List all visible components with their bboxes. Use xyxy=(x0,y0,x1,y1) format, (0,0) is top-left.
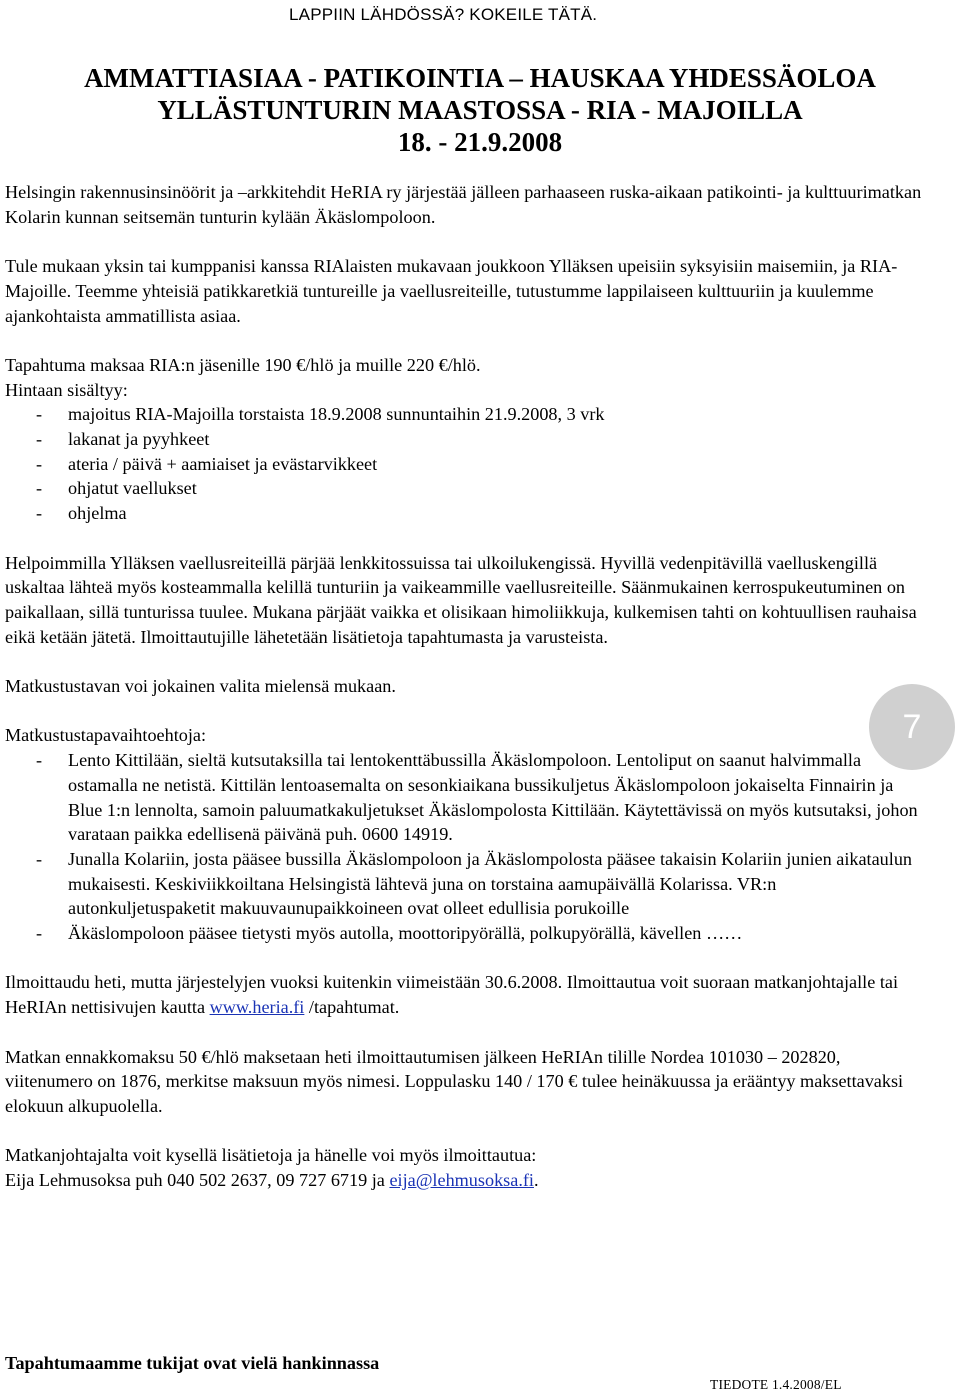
invite-paragraph: Tule mukaan yksin tai kumppanisi kanssa RIAlaisten mukavaan joukkoon Ylläksen upeisiin syksyisiin maisemiin, ja RIA-Majoille. Teemme yhteisiä patikkaretkiä tuntureille ja vaellusreiteille, tutustumme lappilaiseen kulttuuriin ja kuulemme ajankohtaista ammatillista asiaa. xyxy=(5,256,898,326)
list-item: - Äkäslompoloon pääsee tietysti myös autolla, moottoripyörällä, polkupyörällä, kävellen …… xyxy=(36,923,743,944)
page-title xyxy=(0,62,960,158)
travel-heading: Matkustustapavaihtoehtoja: xyxy=(5,725,207,746)
list-item: - ateria / päivä + aamiaiset ja evästarvikkeet xyxy=(36,453,378,474)
heria-link[interactable]: www.heria.fi xyxy=(209,997,305,1018)
hiking-paragraph: Helpoimmilla Ylläksen vaellusreiteillä pärjää lenkkitossuissa tai ulkoilukengissä. Hyvillä vedenpitävillä vaelluskengillä uskaltaa lähteä myös kosteammalla kelillä tunturiin ja vaikeammille vaellusreiteille. Säänmukainen kerrospukeutuminen on paikallaan, sillä tunturissa tuulee. Mukana pärjäät vaikka et olisikaan himoliikkuja, kulkemisen tahti on kohtuullisen rauhaisa eikä ketään jätetä. Ilmoittautujille lähetetään lisätietoja tapahtumasta ja varusteista. xyxy=(5,552,917,647)
header-banner: LAPPIIN LÄHDÖSSÄ? KOKEILE TÄTÄ. xyxy=(289,5,598,24)
includes-list xyxy=(5,402,925,526)
register-paragraph: Ilmoittaudu heti, mutta järjestelyjen vuoksi kuitenkin viimeistään 30.6.2008. Ilmoittautua voit suoraan matkanjohtajalle tai HeRIAn nettisivujen kautta www.heria.fi /tapahtumat. xyxy=(5,972,899,1018)
list-item: - ohjelma xyxy=(36,503,127,524)
list-item: - lakanat ja pyyhkeet xyxy=(36,429,210,449)
payment-paragraph: Matkan ennakkomaksu 50 €/hlö maksetaan heti ilmoittautumisen jälkeen HeRIAn tilille Nordea 101030 – 202820, viitenumero on 1876, merkitse maksuun myös nimesi. Loppulasku 140 / 170 € tulee heinäkuussa ja erääntyy maksettavaksi elokuun alkupuolella. xyxy=(5,1046,904,1116)
contact-line-1: Matkanjohtajalta voit kysellä lisätietoja ja hänelle voi myös ilmoittautua: xyxy=(5,1145,537,1166)
page-number-badge: 7 xyxy=(869,684,955,770)
list-item: - ohjatut vaellukset xyxy=(36,478,197,499)
includes-heading: Hintaan sisältyy: xyxy=(5,379,128,400)
email-link[interactable]: eija@lehmusoksa.fi xyxy=(389,1170,534,1190)
intro-paragraph: Helsingin rakennusinsinöörit ja –arkkitehdit HeRIA ry järjestää jälleen parhaaseen ruska-aikaan patikointi- ja kulttuurimatkan Kolarin kunnan seitsemän tunturin kylään Äkäslompoloon. xyxy=(5,182,922,227)
title-line-3: 18. - 21.9.2008 xyxy=(397,127,563,157)
list-item: - Junalla Kolariin, josta pääsee bussilla Äkäslompoloon ja Äkäslompolosta pääsee takaisin Kolariin junien aikataulun mukaisesti. Keskiviikkoiltana Helsingistä lähtevä juna on torstaina aamupäivällä Kolarissa. VR:n autonkuljetuspaketit makuuvaunupaikkoineen ovat olleet edullisia porukoille xyxy=(36,848,913,919)
title-line-1: AMMATTIASIAA - PATIKOINTIA – HAUSKAA YHDESSÄOLOA xyxy=(84,63,876,93)
price-paragraph: Tapahtuma maksaa RIA:n jäsenille 190 €/hlö ja muille 220 €/hlö. xyxy=(5,354,481,375)
contact-line-2: Eija Lehmusoksa puh 040 502 2637, 09 727 6719 ja eija@lehmusoksa.fi. xyxy=(5,1170,539,1190)
travel-choice: Matkustustavan voi jokainen valita mielensä mukaan. xyxy=(5,676,396,696)
footer-title: Tapahtumaamme tukijat ovat vielä hankinnassa xyxy=(5,1353,380,1373)
title-line-2: YLLÄSTUNTURIN MAASTOSSA - RIA - MAJOILLA xyxy=(157,95,803,125)
document-body xyxy=(5,180,925,1193)
footer-code: TIEDOTE 1.4.2008/EL xyxy=(710,1377,842,1392)
list-item: - majoitus RIA-Majoilla torstaista 18.9.2008 sunnuntaihin 21.9.2008, 3 vrk xyxy=(36,404,605,425)
list-item: - Lento Kittilään, sieltä kutsutaksilla tai lentokenttäbussilla Äkäslompoloon. Lentoliput on saanut halvimmalla ostamalla ne netistä. Kittilän lentoasemalta on sesonkiaikana bussikuljetus Äkäslompoloon jokaiselta Finnairin ja Blue 1:n lennolta, samoin paluumatkakuljetukset Äkäslompolosta Kittilään. Käytettävissä on myös kutsutaksi, johon varataan paikka edellisenä päivänä puh. 0600 14919. xyxy=(36,750,918,845)
travel-options-list xyxy=(5,748,925,946)
